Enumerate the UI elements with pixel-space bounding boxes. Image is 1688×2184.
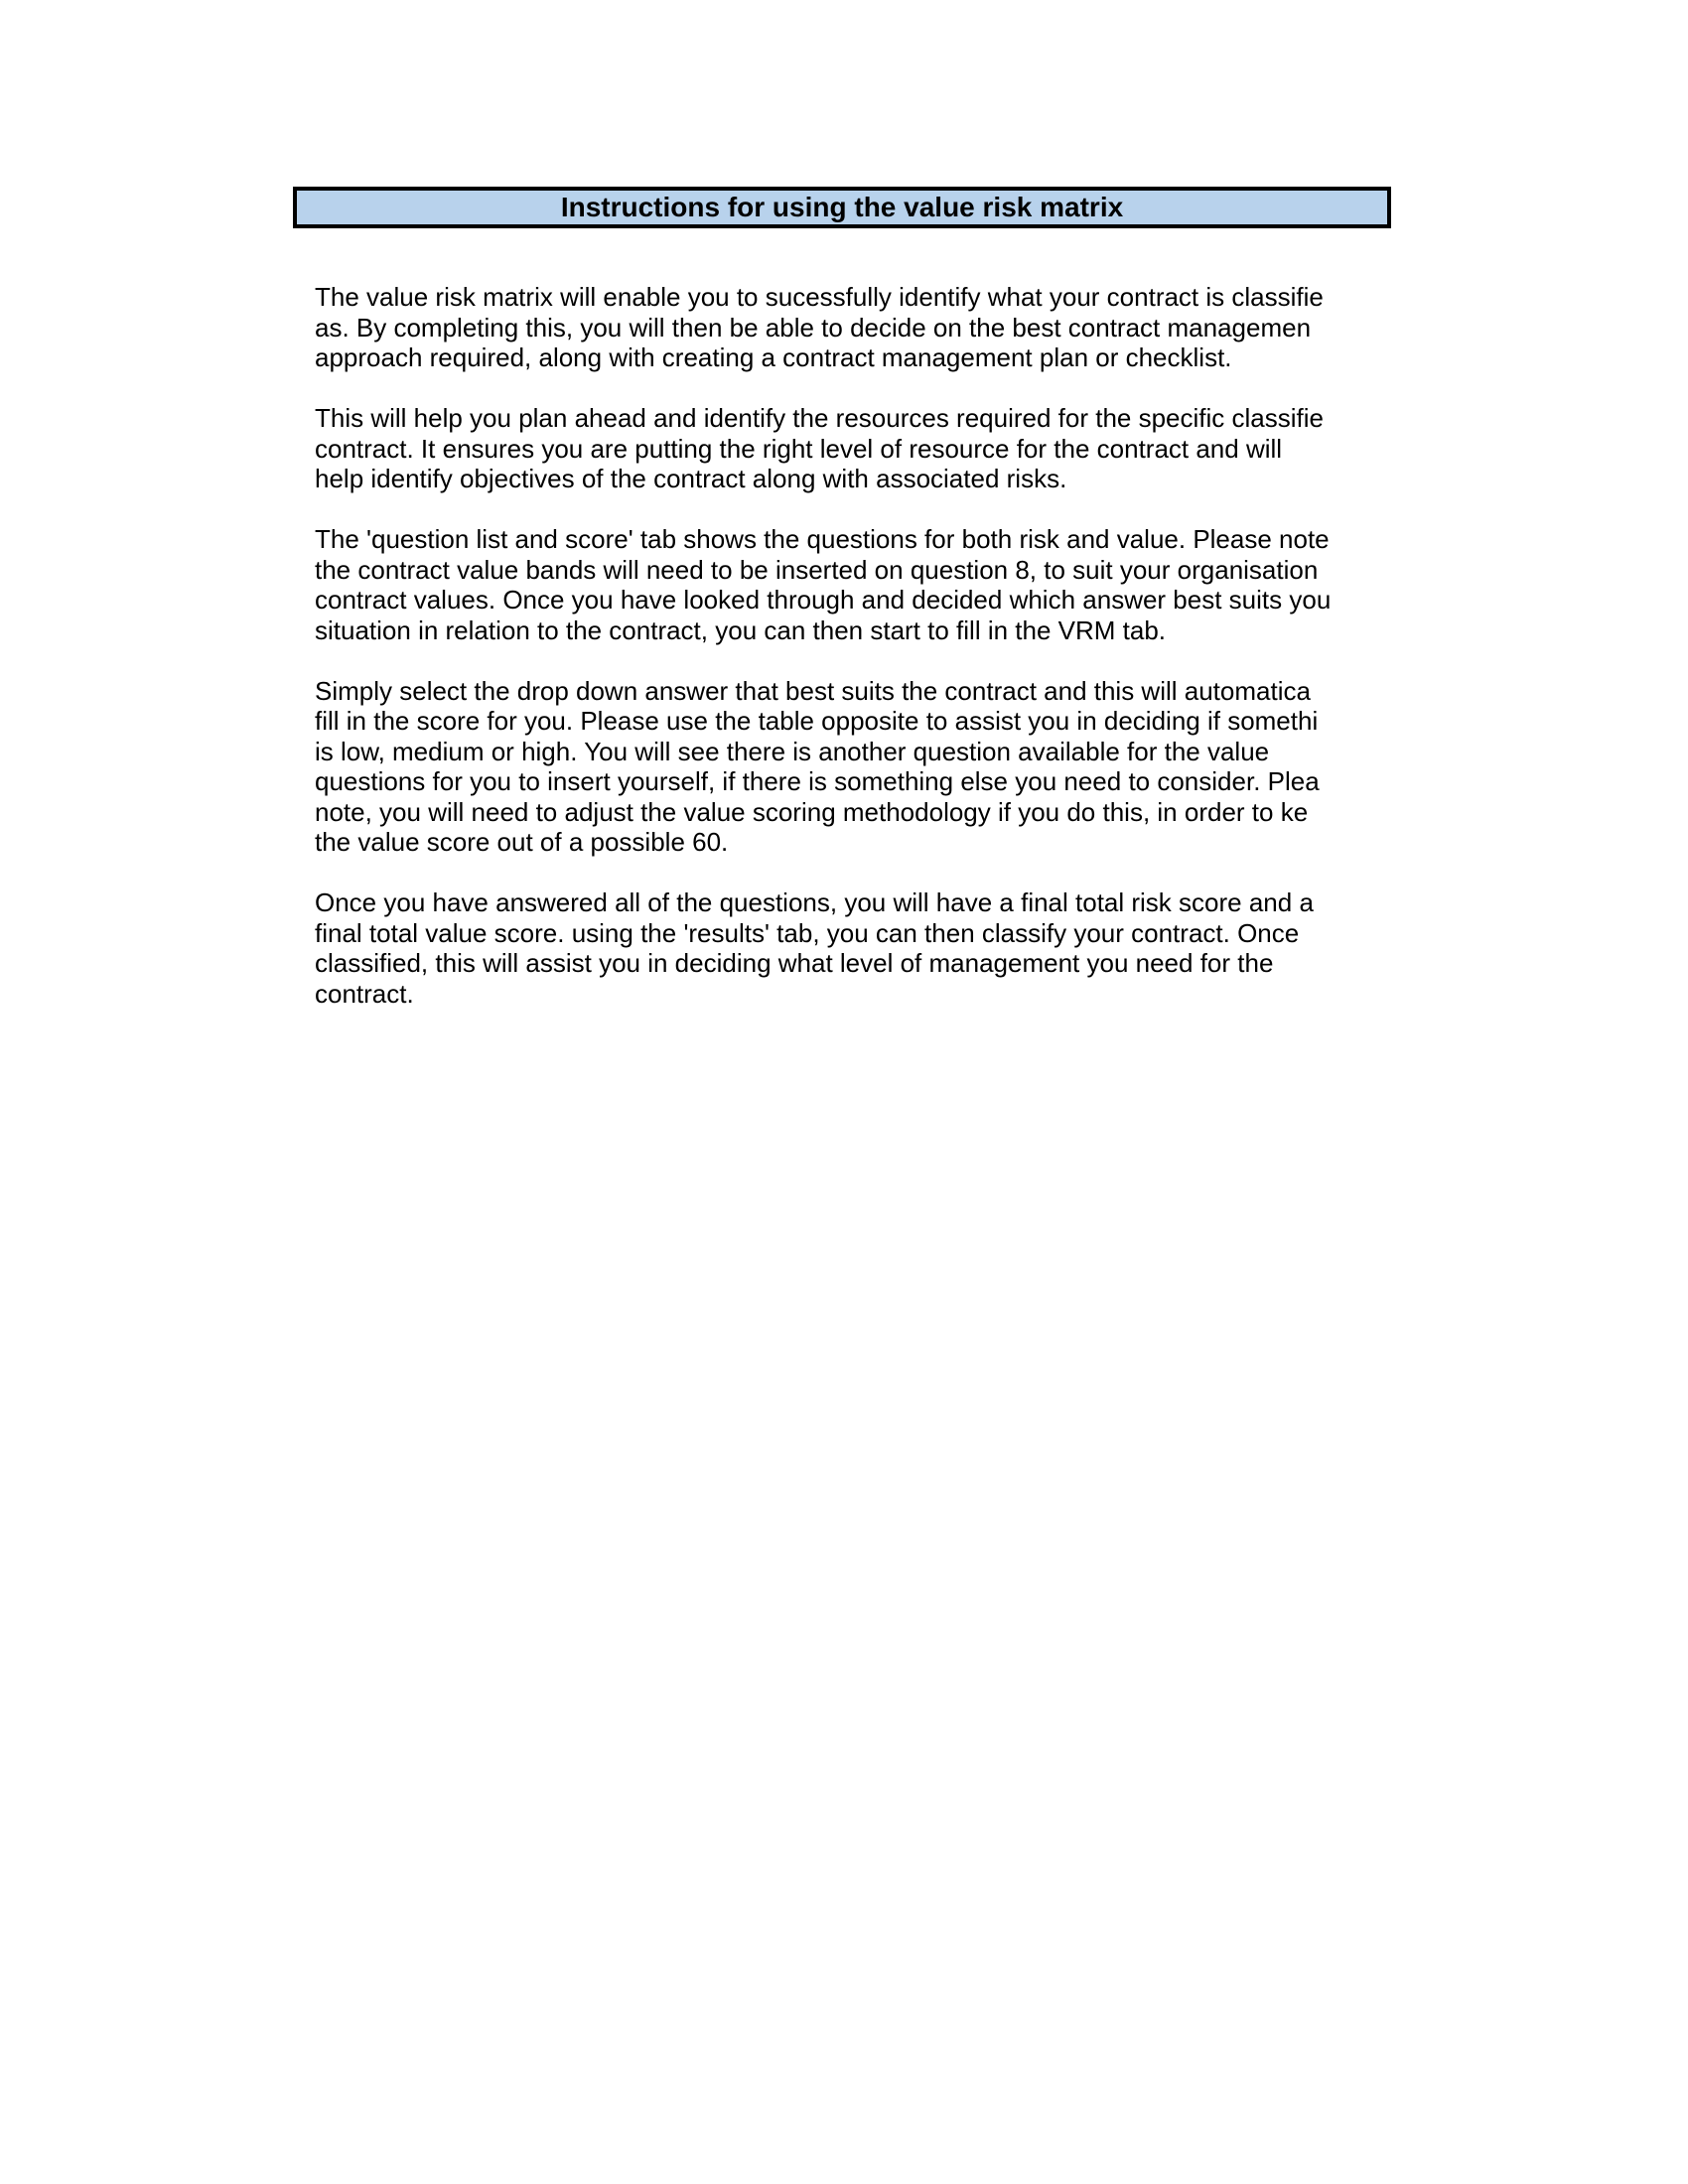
title-banner — [293, 187, 1391, 228]
paragraph-intro — [315, 282, 1391, 373]
text-line: questions for you to insert yourself, if there is something else you need to consider. Plea — [315, 766, 1320, 796]
instructions-sheet — [293, 187, 1395, 1009]
paragraph-results — [315, 887, 1391, 1009]
text-line: as. By completing this, you will then be able to decide on the best contract managemen — [315, 312, 1312, 342]
text-line: Simply select the drop down answer that best suits the contract and this will automatica — [315, 675, 1311, 706]
text-line: contract. It ensures you are putting the right level of resource for the contract and will — [315, 433, 1283, 464]
paragraph-planning — [315, 403, 1391, 494]
paragraph-drop-down — [315, 676, 1391, 858]
text-line: Once you have answered all of the questions, you will have a final total risk score and a — [315, 887, 1314, 917]
text-line: fill in the score for you. Please use the table opposite to assist you in deciding if somethi — [315, 706, 1319, 736]
text-line: contract. — [315, 978, 414, 1009]
text-line: This will help you plan ahead and identify the resources required for the specific classifie — [315, 403, 1324, 433]
text-line: contract values. Once you have looked through and decided which answer best suits you — [315, 585, 1332, 614]
page-title: Instructions for using the value risk matrix — [560, 192, 1124, 222]
text-line: is low, medium or high. You will see there is another question available for the value — [315, 736, 1270, 766]
text-line: The value risk matrix will enable you to sucessfully identify what your contract is classifie — [315, 282, 1324, 312]
text-line: note, you will need to adjust the value scoring methodology if you do this, in order to ke — [315, 796, 1309, 827]
text-line: The 'question list and score' tab shows the questions for both risk and value. Please note — [315, 524, 1330, 554]
text-line: the contract value bands will need to be inserted on question 8, to suit your organisation — [315, 554, 1319, 585]
text-line: the value score out of a possible 60. — [315, 827, 729, 857]
text-line: situation in relation to the contract, you can then start to fill in the VRM tab. — [315, 614, 1167, 645]
instructions-body — [315, 282, 1391, 1039]
text-line: help identify objectives of the contract along with associated risks. — [315, 464, 1067, 493]
text-line: classified, this will assist you in deciding what level of management you need for the — [315, 948, 1274, 978]
paragraph-question-list — [315, 524, 1391, 645]
text-line: approach required, along with creating a contract management plan or checklist. — [315, 342, 1232, 372]
text-line: final total value score. using the 'results' tab, you can then classify your contract. Once — [315, 917, 1300, 948]
